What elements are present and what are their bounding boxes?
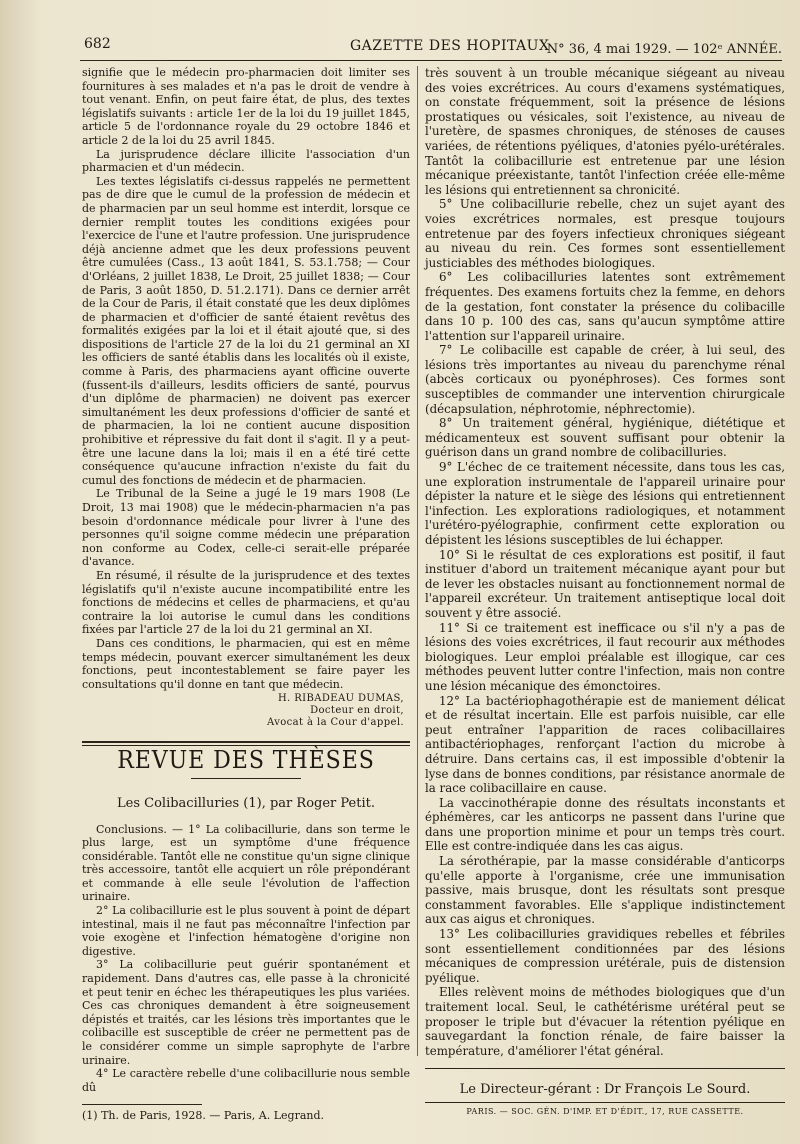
paragraph: 4° Le caractère rebelle d'une colibacillurie nous semble dû (82, 1067, 410, 1094)
printer-imprint: PARIS. — SOC. GÉN. D'IMP. ET D'ÉDIT., 17, RUE CASSETTE. (466, 1106, 744, 1116)
left-column (82, 66, 410, 1123)
closing-rule (425, 1068, 785, 1069)
paragraph: 8° Un traitement général, hygiénique, diététique et médicamenteux est souvent suffisant pour obtenir la guérison dans un grand nombre de colibacilluries. (425, 416, 785, 460)
paragraph: 13° Les colibacilluries gravidiques rebelles et fébriles sont essentiellement conditionnées par des lésions mécaniques de compression urétérale, puis de distension pyélique. (425, 927, 785, 985)
author-signature (82, 693, 404, 729)
paragraph: 9° L'échec de ce traitement nécessite, dans tous les cas, une exploration instrumentale de l'appareil urinaire pour dépister la nature et le siège des lésions qui entretiennent l'infection. Les explorations radiologiques, et notamment l'urétéro-pyélographie, confirment cette exploration ou dépistent les lésions susceptibles de lui échapper. (425, 460, 785, 547)
imprint-rule (425, 1102, 785, 1103)
paragraph: signifie que le médecin pro-pharmacien doit limiter ses fournitures à ses malades et n'a pas le droit de vendre à tout venant. Enfin, on peut faire état, de plus, des textes législatifs suivants : article 1er de la loi du 19 juillet 1845, article 5 de l'ordonnance royale du 29 octobre 1846 et article 2 de la loi du 25 avril 1845. (82, 66, 410, 147)
paragraph: Les textes législatifs ci-dessus rappelés ne permettent pas de dire que le cumul de la profession de médecin et de pharmacien par un seul homme est interdit, lorsque ce dernier remplit toutes les conditions exigées pour l'exercice de l'une et l'autre profession. Une jurisprudence déjà ancienne admet que les deux professions peuvent être cumulées (Cass., 13 août 1841, S. 53.1.758; — Cour d'Orléans, 2 juillet 1838, Le Droit, 25 juillet 1838; — Cour de Paris, 3 août 1850, D. 51.2.171). Dans ce dernier arrêt de la Cour de Paris, il était constaté que les deux diplômes de pharmacien et d'officier de santé étaient revêtus des formalités exigées par la loi et il était ajouté que, si des dispositions de l'article 27 de la loi du 21 germinal an XI les officiers de santé établis dans les localités où il existe, comme à Paris, des pharmaciens ayant officine ouverte (fussent-ils d'ailleurs, lesdits officiers de santé, pourvus d'un diplôme de pharmacien) ne doivent pas exercer simultanément les deux professions d'officier de santé et de pharmacien, la loi ne contient aucune disposition prohibitive et répressive du fait dont il s'agit. Il y a peut-être une lacune dans la loi; mais il en a été tiré cette conséquence qu'aucune infraction n'existe du fait du cumul des fonctions de médecin et de pharmacien. (82, 174, 410, 487)
paragraph: très souvent à un trouble mécanique siégeant au niveau des voies excrétrices. Au cours d'examens systématiques, on constate fréquemment, soit la présence de lésions prostatiques ou vésicales, soit l'existence, au niveau de l'uretère, de spasmes chroniques, de sténoses de causes variées, de rétentions pyéliques, d'atonies pyélo-urétérales. Tantôt la colibacillurie est entretenue par une lésion mécanique préexistante, tantôt l'infection créée elle-même les lésions qui entretiennent sa chronicité. (425, 66, 785, 197)
article-title: Les Colibacilluries (1), par Roger Petit. (117, 795, 375, 811)
journal-title: GAZETTE DES HOPITAUX (350, 38, 550, 54)
paragraph: 5° Une colibacillurie rebelle, chez un sujet ayant des voies excrétrices normales, est presque toujours entretenue par des foyers infectieux chroniques siégeant au niveau du rein. Ces formes sont essentiellement justiciables des méthodes biologiques. (425, 197, 785, 270)
paragraph: 11° Si ce traitement est inefficace ou s'il n'y a pas de lésions des voies excrétrices, il faut recourir aux méthodes biologiques. Leur emploi préalable est illogique, car ces méthodes peuvent lutter contre l'infection, mais non contre une lésion mécanique des émonctoires. (425, 620, 785, 693)
paragraph: 7° Le colibacille est capable de créer, à lui seul, des lésions très importantes au niveau du parenchyme rénal (abcès corticaux ou pyonéphroses). Ces formes sont susceptibles de commander une intervention chirurgicale (décapsulation, néphrotomie, néphrectomie). (425, 343, 785, 416)
column-divider (417, 66, 418, 1056)
paragraph: 12° La bactériophagothérapie est de maniement délicat et de résultat incertain. Elle est parfois nuisible, car elle peut entraîner l'apparition de races colibacillaires antibactériophages, renforçant l'action du microbe à détruire. Dans certains cas, il est impossible d'obtenir la lyse dans de bonnes conditions, par résistance anormale de la race colibacillaire en cause. (425, 693, 785, 796)
header-rule (80, 60, 782, 61)
section-title: REVUE DES THÈSES (117, 746, 375, 775)
paragraph: 10° Si le résultat de ces explorations est positif, il faut instituer d'abord un traitement mécanique ayant pour but de lever les obstacles nuisant au fonctionnement normal de l'appareil excréteur. Un traitement antiseptique local doit souvent y être associé. (425, 547, 785, 620)
footnote: (1) Th. de Paris, 1928. — Paris, A. Legrand. (82, 1109, 325, 1123)
signature-role: Avocat à la Cour d'appel. (266, 717, 404, 729)
paragraph: En résumé, il résulte de la jurisprudence et des textes législatifs qu'il n'existe aucune incompatibilité entre les fonctions de médecins et celles de pharmaciens, et qu'au contraire la loi autorise le cumul dans les conditions fixées par l'article 27 de la loi du 21 germinal an XI. (82, 568, 410, 637)
paragraph: 2° La colibacillurie est le plus souvent à point de départ intestinal, mais il ne faut pas méconnaître l'infection par voie exogène et l'infection hématogène d'origine non digestive. (82, 904, 410, 958)
signature-name: H. RIBADEAU DUMAS, (277, 693, 404, 705)
paragraph: La sérothérapie, par la masse considérable d'anticorps qu'elle apporte à l'organisme, crée une immunisation passive, mais brusque, dont les résultats sont presque constamment favorables. Elle s'applique indistinctement aux cas aigus et chroniques. (425, 854, 785, 927)
paragraph: La jurisprudence déclare illicite l'association d'un pharmacien et d'un médecin. (82, 147, 410, 175)
paragraph: 3° La colibacillurie peut guérir spontanément et rapidement. Dans d'autres cas, elle passe à la chronicité et peut tenir en échec les thérapeutiques les plus variées. Ces cas chroniques demandent à être soigneusement dépistés et traités, car les lésions très importantes que le colibacille est susceptible de créer ne permettent pas de le considérer comme un simple saprophyte de l'arbre urinaire. (82, 958, 410, 1067)
issue-info: N° 36, 4 mai 1929. — 102ᵉ ANNÉE. (546, 42, 782, 57)
paragraph: 6° Les colibacilluries latentes sont extrêmement fréquentes. Des examens fortuits chez la femme, en dehors de la gestation, font constater la présence du colibacille dans 10 p. 100 des cas, sans qu'aucun symptôme attire l'attention sur l'appareil urinaire. (425, 270, 785, 343)
page-number: 682 (84, 36, 111, 52)
footnote-rule (82, 1104, 202, 1105)
paragraph: La vaccinothérapie donne des résultats inconstants et éphémères, car les anticorps ne passent dans l'urine que dans une proportion minime et pour un temps très court. Elle est contre-indiquée dans les cas aigus. (425, 795, 785, 854)
paragraph: Le Tribunal de la Seine a jugé le 19 mars 1908 (Le Droit, 13 mai 1908) que le médecin-pharmacien n'a pas besoin d'ordonnance médicale pour livrer à l'une des personnes qu'il soigne comme médecin une préparation non conforme au Codex, celle-ci serait-elle préparée d'avance. (82, 487, 410, 569)
section-underrule (191, 778, 301, 779)
paragraph: Elles relèvent moins de méthodes biologiques que d'un traitement local. Seul, le cathétérisme urétéral peut se proposer le triple but d'évacuer la rétention pyélique en sauvegardant la fonction rénale, de faire baisser la température, d'améliorer l'état général. (425, 985, 785, 1058)
signature-degree: Docteur en droit, (310, 705, 404, 717)
director-line: Le Directeur-gérant : Dr François Le Sourd. (459, 1082, 751, 1098)
right-column (425, 66, 785, 1120)
paragraph: Conclusions. — 1° La colibacillurie, dans son terme le plus large, est un symptôme d'une fréquence considérable. Tantôt elle ne constitue qu'un signe clinique très accessoire, tantôt elle acquiert un rôle prépondérant et commande à elle seule l'évolution de l'affection urinaire. (82, 822, 410, 904)
paragraph: Dans ces conditions, le pharmacien, qui est en même temps médecin, pouvant exercer simultanément les deux fonctions, peut incontestablement se faire payer les consultations qu'il donne en tant que médecin. (82, 636, 410, 691)
